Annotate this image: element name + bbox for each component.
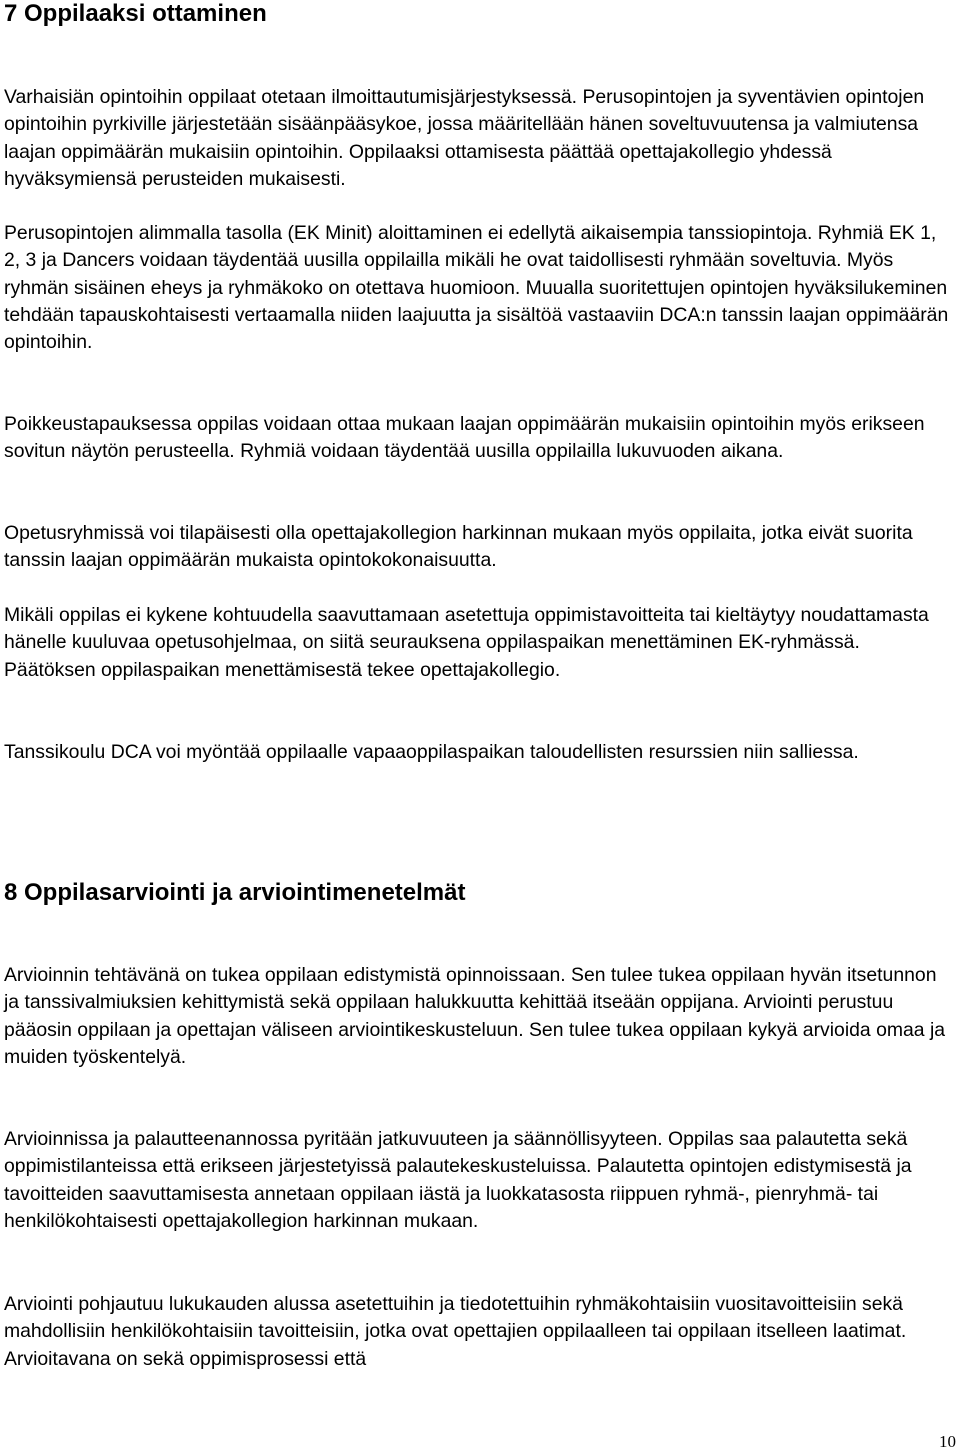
paragraph-admission-levels: Perusopintojen alimmalla tasolla (EK Minit) aloittaminen ei edellytä aikaisempia tanssiopintoja. Ryhmiä EK 1, 2, 3 ja Dancers voidaan täydentää uusilla oppilailla mikäli he ovat taidollisesti ryhmään soveltuvia. Myös ryhmän sisäinen eheys ja ryhmäkoko on otettava huomioon. Muualla suoritettujen opintojen hyväksilukeminen tehdään tapauskohtaisesti vertaamalla niiden laajuutta ja sisältöä vastaaviin DCA:n tanssin laajan oppimäärän opintoihin. [4, 222, 949, 354]
paragraph-losing-place: Mikäli oppilas ei kykene kohtuudella saavuttamaan asetettuja oppimistavoitteita tai kieltäytyy noudattamasta hänelle kuuluvaa opetusohjelmaa, on siitä seurauksena oppilaspaikan menettäminen EK-ryhmässä. Päätöksen oppilaspaikan menettämisestä tekee opettajakollegio. [4, 604, 929, 681]
paragraph-admission-exceptions: Poikkeustapauksessa oppilas voidaan ottaa mukaan laajan oppimäärän mukaisiin opintoihin myös erikseen sovitun näytön perusteella. Ryhmiä voidaan täydentää uusilla oppilailla lukuvuoden aikana. [4, 413, 925, 463]
paragraph-temporary-students: Opetusryhmissä voi tilapäisesti olla opettajakollegion harkinnan mukaan myös oppilaita, jotka eivät suorita tanssin laajan oppimäärän mukaista opintokokonaisuutta. [4, 522, 913, 572]
page-number: 10 [939, 1432, 956, 1451]
paragraph-assessment-basis: Arviointi pohjautuu lukukauden alussa asetettuihin ja tiedotettuihin ryhmäkohtaisiin vuositavoitteisiin sekä mahdollisiin henkilökohtaisiin tavoitteisiin, jotka ovat opettajien oppilaalleen tai oppilaan itselleen laatimat. Arvioitavana on sekä oppimisprosessi että [4, 1293, 907, 1370]
paragraph-assessment-feedback: Arvioinnissa ja palautteenannossa pyritään jatkuvuuteen ja säännöllisyyteen. Oppilas saa palautetta sekä oppimistilanteissa että erikseen järjestetyissä palautekeskusteluissa. Palautetta opintojen edistymisestä ja tavoitteiden saavuttamisesta annetaan oppilaan iästä ja luokkatasosta riippuen ryhmä-, pienryhmä- tai henkilökohtaisesti opettajakollegion harkinnan mukaan. [4, 1128, 912, 1232]
section-heading-7: 7 Oppilaaksi ottaminen [4, 0, 267, 27]
paragraph-admission-intro: Varhaisiän opintoihin oppilaat otetaan ilmoittautumisjärjestyksessä. Perusopintojen ja syventävien opintojen opintoihin pyrkiville järjestetään sisäänpääsykoe, jossa määritellään hänen soveltuvuutensa ja valmiutensa laajan oppimäärän mukaisiin opintoihin. Oppilaaksi ottamisesta päättää opettajakollegio yhdessä hyväksymiensä perusteiden mukaisesti. [4, 86, 925, 190]
paragraph-free-place: Tanssikoulu DCA voi myöntää oppilaalle vapaaoppilaspaikan taloudellisten resurssien niin salliessa. [4, 741, 859, 763]
section-heading-8: 8 Oppilasarviointi ja arviointimenetelmät [4, 879, 466, 906]
paragraph-assessment-purpose: Arvioinnin tehtävänä on tukea oppilaan edistymistä opinnoissaan. Sen tulee tukea oppilaan hyvän itsetunnon ja tanssivalmiuksien kehittymistä sekä oppilaan halukkuutta kehittää itseään oppijana. Arviointi perustuu pääosin oppilaan ja opettajan väliseen arviointikeskusteluun. Sen tulee tukea oppilaan kykyä arvioida omaa ja muiden työskentelyä. [4, 964, 946, 1068]
